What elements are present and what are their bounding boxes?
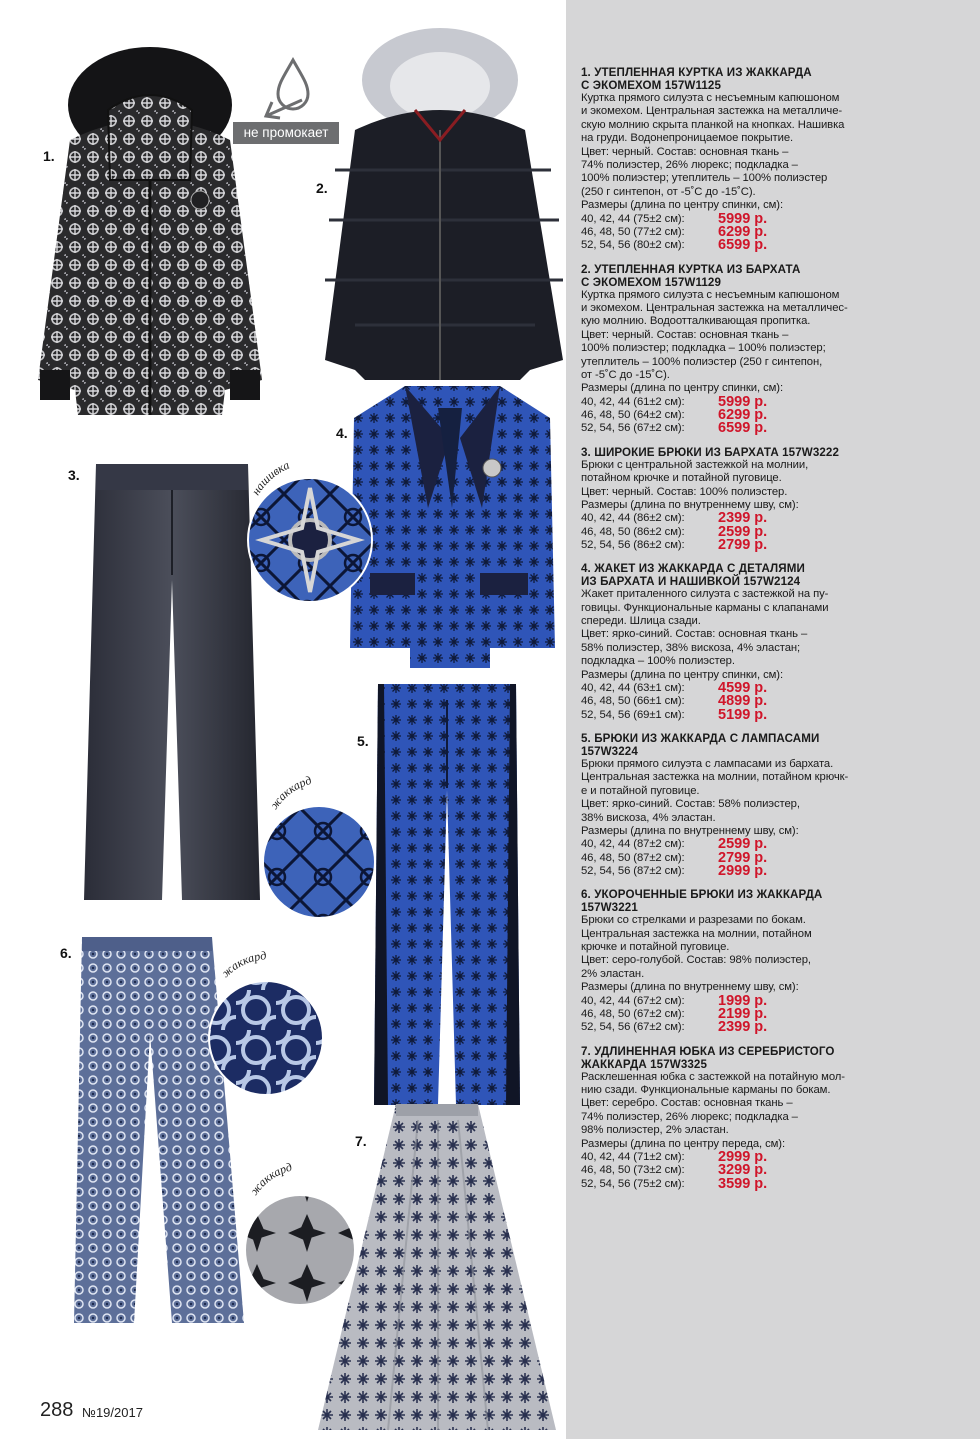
price: 6299 р. [718, 223, 768, 240]
sizes-label: Размеры (длина по центру спинки, см): [581, 199, 783, 212]
size-range: 40, 42, 44 (71±2 см): [581, 1151, 685, 1164]
size-range: 46, 48, 50 (66±1 см): [581, 695, 685, 708]
price-row [581, 838, 970, 851]
price: 2999 р. [718, 1149, 768, 1166]
price-row [581, 1175, 970, 1192]
size-range: 46, 48, 50 (67±2 см): [581, 1008, 685, 1020]
price-row [581, 536, 970, 553]
jacquard-zoom-image-grayblue [196, 950, 331, 1100]
velvet-jacket-image[interactable] [325, 20, 570, 380]
product-item-1 [581, 66, 970, 253]
price-row [581, 1021, 970, 1034]
price-row [581, 210, 970, 227]
price: 5199 р. [718, 706, 768, 723]
svg-text:жаккард [219, 950, 268, 980]
price-row [581, 992, 970, 1009]
product-title: 5. БРЮКИ ИЗ ЖАККАРДА С ЛАМПАСАМИ 157W3224 [581, 731, 820, 758]
price: 2199 р. [718, 1006, 768, 1022]
jacquard-tag-1: жаккард [266, 772, 314, 812]
item-number-6: 6. [60, 945, 72, 961]
size-range: 52, 54, 56 (86±2 см): [581, 538, 685, 551]
size-range: 46, 48, 50 (86±2 см): [581, 525, 685, 538]
size-range: 40, 42, 44 (86±2 см): [581, 512, 685, 525]
price-row [581, 1151, 970, 1164]
size-range: 46, 48, 50 (77±2 см): [581, 225, 685, 238]
product-title: 2. УТЕПЛЕННАЯ КУРТКА ИЗ БАРХАТА С ЭКОМЕХОМ 157W1129 [581, 262, 801, 289]
jacquard-zoom-image-blue [254, 762, 384, 922]
page-number: 288 [40, 1399, 74, 1421]
price-row [581, 1008, 970, 1021]
price: 2799 р. [718, 849, 768, 866]
item-number-5: 5. [357, 733, 369, 749]
product-title: 1. УТЕПЛЕННАЯ КУРТКА ИЗ ЖАККАРДА С ЭКОМЕХОМ 157W1125 [581, 66, 812, 92]
price: 5999 р. [718, 210, 768, 227]
price: 2599 р. [718, 836, 768, 853]
item-number-4: 4. [336, 425, 348, 441]
price: 2399 р. [718, 510, 768, 527]
product-description: Куртка прямого силуэта с несъемным капюшоном и экомехом. Центральная застежка на металличес- кую молнию. Водоотталкивающая пропитка. Цвет: черный. Состав: основная ткань – 100% полиэстер; подкладка – 100% полиэстер; утеплитель – 100% полиэстер (250 г синтепон, от -5˚С до -15˚С). [581, 288, 848, 381]
price: 6599 р. [718, 420, 768, 437]
sizes-label: Размеры (длина по внутреннему шву, см): [581, 824, 799, 837]
water-drop-icon [262, 56, 324, 120]
size-range: 40, 42, 44 (61±2 см): [581, 395, 685, 408]
price: 4599 р. [718, 680, 768, 697]
price-row [581, 1164, 970, 1177]
product-item-3 [581, 446, 970, 553]
price-row [581, 706, 970, 723]
price-row [581, 239, 970, 252]
sizes-label: Размеры (длина по центру спинки, см): [581, 382, 783, 395]
price: 3299 р. [718, 1162, 768, 1179]
product-descriptions-panel [566, 0, 980, 1439]
product-item-6 [581, 888, 970, 1034]
product-item-2 [581, 263, 970, 436]
sizes-label: Размеры (длина по внутреннему шву, см): [581, 498, 799, 511]
jacquard-zoom-image-silver [232, 1158, 362, 1308]
product-item-4 [581, 562, 970, 722]
embroidery-tag: нашивка [248, 457, 292, 498]
item-number-7: 7. [355, 1133, 367, 1149]
price-row [581, 695, 970, 708]
issue-number: №19/2017 [82, 1405, 143, 1420]
size-range: 40, 42, 44 (75±2 см): [581, 212, 685, 225]
size-range: 46, 48, 50 (64±2 см): [581, 409, 685, 422]
price-row [581, 523, 970, 540]
price: 2999 р. [718, 862, 768, 879]
size-range: 40, 42, 44 (63±1 см): [581, 682, 685, 695]
product-description: Куртка прямого силуэта с несъемным капюшоном и экомехом. Центральная застежка на металличе- скую молнию скрыта планкой на кнопках. Нашивка на груди. Водонепроницаемое покрытие. Цвет: черный. Состав: основная ткань – 74% полиэстер, 26% люрекс; подкладка – 100% полиэстер; утеплитель – 100% полиэстер (250 г синтепон, от -5˚С до -15˚С). [581, 92, 845, 198]
product-title: 6. УКОРОЧЕННЫЕ БРЮКИ ИЗ ЖАККАРДА 157W3221 [581, 888, 823, 915]
product-description: Брюки прямого силуэта с лампасами из бархата. Центральная застежка на молнии, потайном крючк- е и потайной пуговице. Цвет: ярко-синий. Состав: 58% полиэстер, 38% вискоза, 4% эластан. [581, 757, 849, 824]
product-description: Брюки со стрелками и разрезами по бокам. Центральная застежка на молнии, потайном крючке и потайной пуговице. Цвет: серо-голубой. Состав: 98% полиэстер, 2% эластан. [581, 914, 812, 980]
svg-text:жаккард [247, 1160, 293, 1198]
product-title: 3. ШИРОКИЕ БРЮКИ ИЗ БАРХАТА 157W3222 [581, 445, 840, 459]
product-item-5 [581, 732, 970, 878]
item-number-2: 2. [316, 180, 328, 196]
product-description: Расклешенная юбка с застежкой на потайную мол- нию сзади. Функциональные карманы по бокам. Цвет: серебро. Состав: основная ткань – 74% полиэстер, 26% люрекс; подкладка – 98% полиэстер, 2% эластан. [581, 1070, 845, 1137]
product-description: Жакет приталенного силуэта с застежкой на пу- говицы. Функциональные карманы с клапанами спереди. Шлица сзади. Цвет: ярко-синий. Состав: основная ткань – 58% полиэстер, 38% вискоза, 4% эластан; подкладка – 100% полиэстер. [581, 588, 829, 668]
price-row [581, 862, 970, 879]
item-number-3: 3. [68, 467, 80, 483]
embroidery-zoom-image [238, 448, 378, 608]
item-number-1: 1. [43, 148, 55, 164]
size-range: 52, 54, 56 (87±2 см): [581, 864, 685, 877]
price-row [581, 682, 970, 695]
product-item-7 [581, 1045, 970, 1191]
price-row [581, 512, 970, 525]
product-description: Брюки с центральной застежкой на молнии, потайном крючке и потайной пуговице. Цвет: черный. Состав: 100% полиэстер. [581, 458, 809, 498]
sizes-label: Размеры (длина по центру спинки, см): [581, 668, 783, 681]
price-row [581, 849, 970, 866]
price: 5999 р. [718, 393, 768, 410]
price-row [581, 393, 970, 410]
size-range: 40, 42, 44 (67±2 см): [581, 994, 685, 1007]
size-range: 52, 54, 56 (75±2 см): [581, 1177, 685, 1190]
size-range: 52, 54, 56 (80±2 см): [581, 239, 685, 252]
waterproof-badge: не промокает [233, 122, 339, 144]
size-range: 52, 54, 56 (69±1 см): [581, 708, 685, 721]
velvet-trousers-image[interactable] [82, 460, 262, 905]
price: 2799 р. [718, 536, 768, 553]
price: 1999 р. [718, 992, 768, 1009]
price: 4899 р. [718, 693, 768, 710]
sizes-label: Размеры (длина по центру переда, см): [581, 1137, 786, 1150]
size-range: 52, 54, 56 (67±2 см): [581, 1021, 685, 1034]
price-row [581, 422, 970, 435]
jacquard-striped-trousers-image[interactable] [372, 680, 522, 1110]
jacquard-tag-3: жаккард [247, 1159, 294, 1198]
jacquard-tag-2: жаккард [218, 950, 268, 981]
price: 2599 р. [718, 523, 768, 540]
size-range: 46, 48, 50 (73±2 см): [581, 1164, 685, 1177]
price-row [581, 409, 970, 422]
sizes-label: Размеры (длина по внутреннему шву, см): [581, 981, 799, 994]
jacquard-jacket-image[interactable] [30, 40, 270, 415]
price: 2399 р. [718, 1019, 768, 1036]
jacquard-blazer-image[interactable] [350, 378, 555, 668]
price-row [581, 223, 970, 240]
size-range: 52, 54, 56 (67±2 см): [581, 422, 685, 435]
size-range: 46, 48, 50 (87±2 см): [581, 851, 685, 864]
product-title: 7. УДЛИНЕННАЯ ЮБКА ИЗ СЕРЕБРИСТОГО ЖАККАРДА 157W3325 [581, 1044, 835, 1071]
price: 3599 р. [718, 1175, 768, 1192]
price: 6599 р. [718, 237, 768, 254]
svg-text:жаккард [267, 773, 313, 812]
size-range: 40, 42, 44 (87±2 см): [581, 838, 685, 851]
price: 6299 р. [718, 407, 768, 424]
product-title: 4. ЖАКЕТ ИЗ ЖАККАРДА С ДЕТАЛЯМИ ИЗ БАРХАТА И НАШИВКОЙ 157W2124 [581, 562, 805, 589]
